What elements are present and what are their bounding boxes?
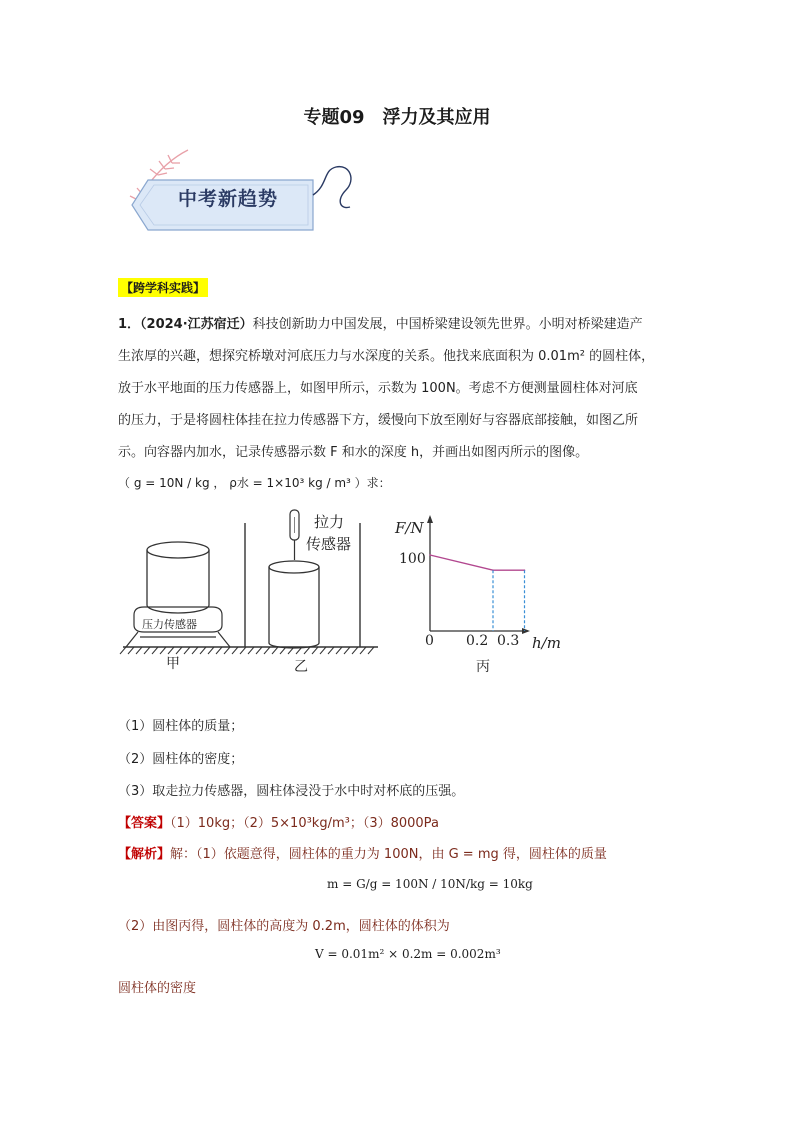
hatch-mark	[144, 647, 150, 654]
answer-line	[118, 812, 439, 831]
hatch-mark	[152, 647, 158, 654]
hatch-mark	[264, 647, 270, 654]
question-line-3: 放于水平地面的压力传感器上，如图甲所示，示数为 100N。考虑不方便测量圆柱体对河底	[118, 381, 638, 396]
graph-origin: 0	[425, 633, 434, 649]
label-bing: 丙	[476, 659, 490, 675]
pressure-sensor-label: 压力传感器	[142, 618, 197, 631]
given-values: （ g = 10N / kg ， ρ水 = 1×10³ kg / m³ ）求：	[118, 476, 391, 490]
experiment-figure	[118, 505, 578, 685]
graph-data-point	[429, 554, 431, 556]
hatch-mark	[360, 647, 366, 654]
sub-question-2: （2）圆柱体的密度；	[118, 752, 244, 767]
label-jia: 甲	[166, 656, 180, 672]
ground-hatch	[120, 647, 378, 654]
hatch-mark	[320, 647, 326, 654]
graph-x-tick-0-2: 0.2	[466, 633, 489, 649]
hatch-mark	[200, 647, 206, 654]
category-tag: 【跨学科实践】	[118, 278, 208, 297]
graph-x-tick-0-3: 0.3	[497, 633, 520, 649]
hatch-mark	[328, 647, 334, 654]
squiggle-decoration-icon	[313, 167, 351, 208]
sub-question-1: （1）圆柱体的质量；	[118, 719, 244, 734]
answer-text: （1）10kg；（2）5×10³kg/m³；（3）8000Pa	[170, 816, 439, 831]
cylinder-yi	[269, 561, 319, 648]
hatch-mark	[192, 647, 198, 654]
hatch-mark	[168, 647, 174, 654]
hatch-mark	[352, 647, 358, 654]
question-line-1	[118, 313, 643, 332]
hatch-mark	[272, 647, 278, 654]
hatch-mark	[208, 647, 214, 654]
hatch-mark	[184, 647, 190, 654]
hatch-mark	[216, 647, 222, 654]
cylinder-jia	[147, 542, 209, 613]
graph-y-tick-100: 100	[399, 551, 426, 567]
x-axis-arrow-icon	[522, 628, 530, 634]
analysis-line-1	[118, 843, 607, 862]
question-line-5: 示。向容器内加水，记录传感器示数 F 和水的深度 h，并画出如图丙所示的图像。	[118, 445, 589, 460]
banner-text: 中考新趋势	[178, 188, 279, 210]
analysis-label: 【解析】	[118, 847, 171, 862]
hatch-mark	[224, 647, 230, 654]
hatch-mark	[368, 647, 374, 654]
question-number: 1．	[118, 317, 141, 332]
question-source: （2024·江苏宿迁）	[140, 317, 253, 332]
hatch-mark	[336, 647, 342, 654]
tension-sensor-icon	[290, 510, 299, 560]
hatch-mark	[136, 647, 142, 654]
question-line-2: 生浓厚的兴趣，想探究桥墩对河底压力与水深度的关系。他找来底面积为 0.01m² 的圆柱体，	[118, 349, 655, 364]
hatch-mark	[240, 647, 246, 654]
formula-mass: m = G/g = 100N / 10N/kg = 10kg	[327, 877, 533, 891]
tension-sensor-label-1: 拉力	[314, 513, 345, 531]
graph-data-line	[430, 555, 525, 570]
hatch-mark	[312, 647, 318, 654]
graph-x-axis-label: h/m	[532, 634, 561, 652]
label-yi: 乙	[294, 659, 308, 675]
hatch-mark	[248, 647, 254, 654]
analysis-line-2: （2）由图丙得，圆柱体的高度为 0.2m，圆柱体的体积为	[118, 919, 450, 934]
hatch-mark	[120, 647, 126, 654]
sub-question-3: （3）取走拉力传感器，圆柱体浸没于水中时对杯底的压强。	[118, 784, 465, 799]
analysis-text-1: 解：（1）依题意得，圆柱体的重力为 100N，由 G = mg 得，圆柱体的质量	[170, 847, 607, 862]
hatch-mark	[128, 647, 134, 654]
graph-y-axis-label: F/N	[395, 519, 424, 537]
page-title: 专题09 浮力及其应用	[303, 107, 491, 128]
analysis-line-3: 圆柱体的密度	[118, 981, 197, 996]
answer-label: 【答案】	[118, 816, 171, 831]
tension-sensor-label-2: 传感器	[306, 535, 352, 553]
hatch-mark	[232, 647, 238, 654]
y-axis-arrow-icon	[427, 515, 433, 523]
hatch-mark	[344, 647, 350, 654]
hatch-mark	[256, 647, 262, 654]
hatch-mark	[160, 647, 166, 654]
question-text: 科技创新助力中国发展，中国桥梁建设领先世界。小明对桥梁建造产	[252, 317, 643, 332]
hatch-mark	[176, 647, 182, 654]
graph-bing	[427, 515, 530, 634]
question-line-4: 的压力，于是将圆柱体挂在拉力传感器下方，缓慢向下放至刚好与容器底部接触，如图乙所	[118, 413, 639, 428]
formula-volume: V = 0.01m² × 0.2m = 0.002m³	[315, 947, 501, 961]
